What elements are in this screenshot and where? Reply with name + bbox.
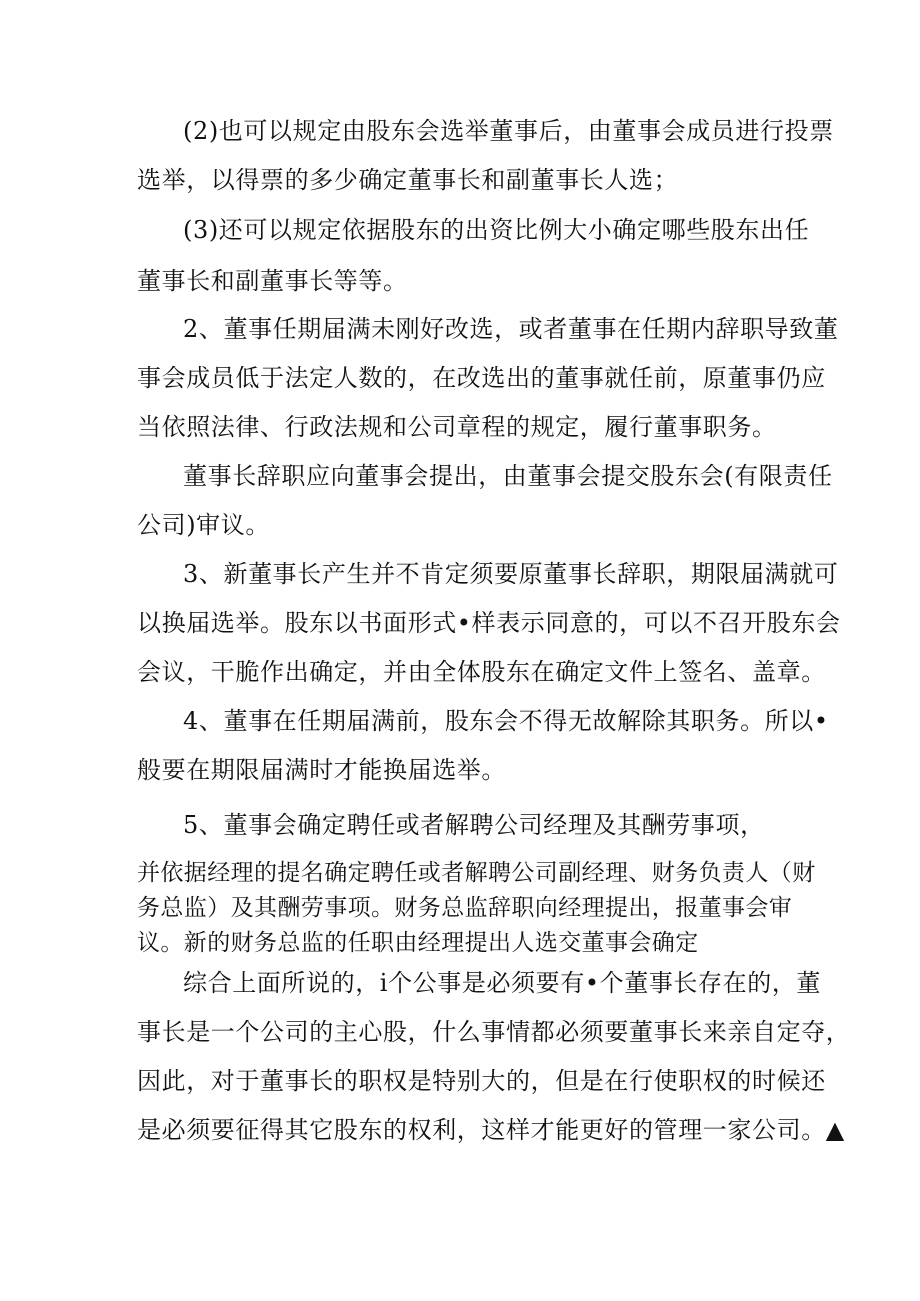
paragraph-1-line-2: 选举，以得票的多少确定董事长和副董事长人选； bbox=[137, 166, 679, 194]
paragraph-8-line-3: 议。新的财务总监的任职由经理提出人选交董事会确定 bbox=[137, 930, 699, 956]
paragraph-3-line-2: 事会成员低于法定人数的，在改选出的董事就任前，原董事仍应 bbox=[137, 364, 826, 392]
paragraph-8-line-1: 并依据经理的提名确定聘任或者解聘公司副经理、财务负责人（财 bbox=[137, 860, 816, 886]
paragraph-9-line-2: 事长是一个公司的主心股，什么事情都必须要董事长来亲自定夺， bbox=[137, 1018, 851, 1046]
paragraph-9-line-3: 因此，对于董事长的职权是特别大的，但是在行使职权的时候还 bbox=[137, 1067, 826, 1095]
paragraph-1-line-1: (2)也可以规定由股东会选举董事后，由董事会成员进行投票 bbox=[183, 117, 834, 145]
paragraph-9-line-1: 综合上面所说的，i个公事是必须要有•个董事长存在的，董 bbox=[183, 969, 822, 997]
paragraph-6-line-2: 般要在期限届满时才能换届选举。 bbox=[137, 756, 506, 784]
paragraph-2-line-2: 董事长和副董事长等等。 bbox=[137, 267, 408, 295]
paragraph-5-line-3: 会议，干脆作出确定，并由全体股东在确定文件上签名、盖章。 bbox=[137, 658, 826, 686]
paragraph-3-line-3: 当依照法律、行政法规和公司章程的规定，履行董事职务。 bbox=[137, 413, 777, 441]
paragraph-7-line-1: 5、董事会确定聘任或者解聘公司经理及其酬劳事项， bbox=[183, 811, 765, 839]
paragraph-9-line-4: 是必须要征得其它股东的权利，这样才能更好的管理一家公司。▲ bbox=[137, 1116, 845, 1144]
paragraph-5-line-1: 3、新董事长产生并不肯定须要原董事长辞职，期限届满就可 bbox=[183, 560, 839, 588]
paragraph-8-line-2: 务总监）及其酬劳事项。财务总监辞职向经理提出，报董事会审 bbox=[137, 895, 793, 921]
paragraph-4-line-2: 公司)审议。 bbox=[137, 511, 270, 539]
paragraph-2-line-1: (3)还可以规定依据股东的出资比例大小确定哪些股东出任 bbox=[183, 216, 810, 244]
paragraph-5-line-2: 以换届选举。股东以书面形式•样表示同意的，可以不召开股东会 bbox=[137, 609, 841, 637]
paragraph-3-line-1: 2、董事任期届满未刚好改选，或者董事在任期内辞职导致董 bbox=[183, 315, 839, 343]
paragraph-4-line-1: 董事长辞职应向董事会提出，由董事会提交股东会(有限责任 bbox=[183, 462, 833, 490]
paragraph-6-line-1: 4、董事在任期届满前，股东会不得无故解除其职务。所以• bbox=[183, 707, 829, 735]
